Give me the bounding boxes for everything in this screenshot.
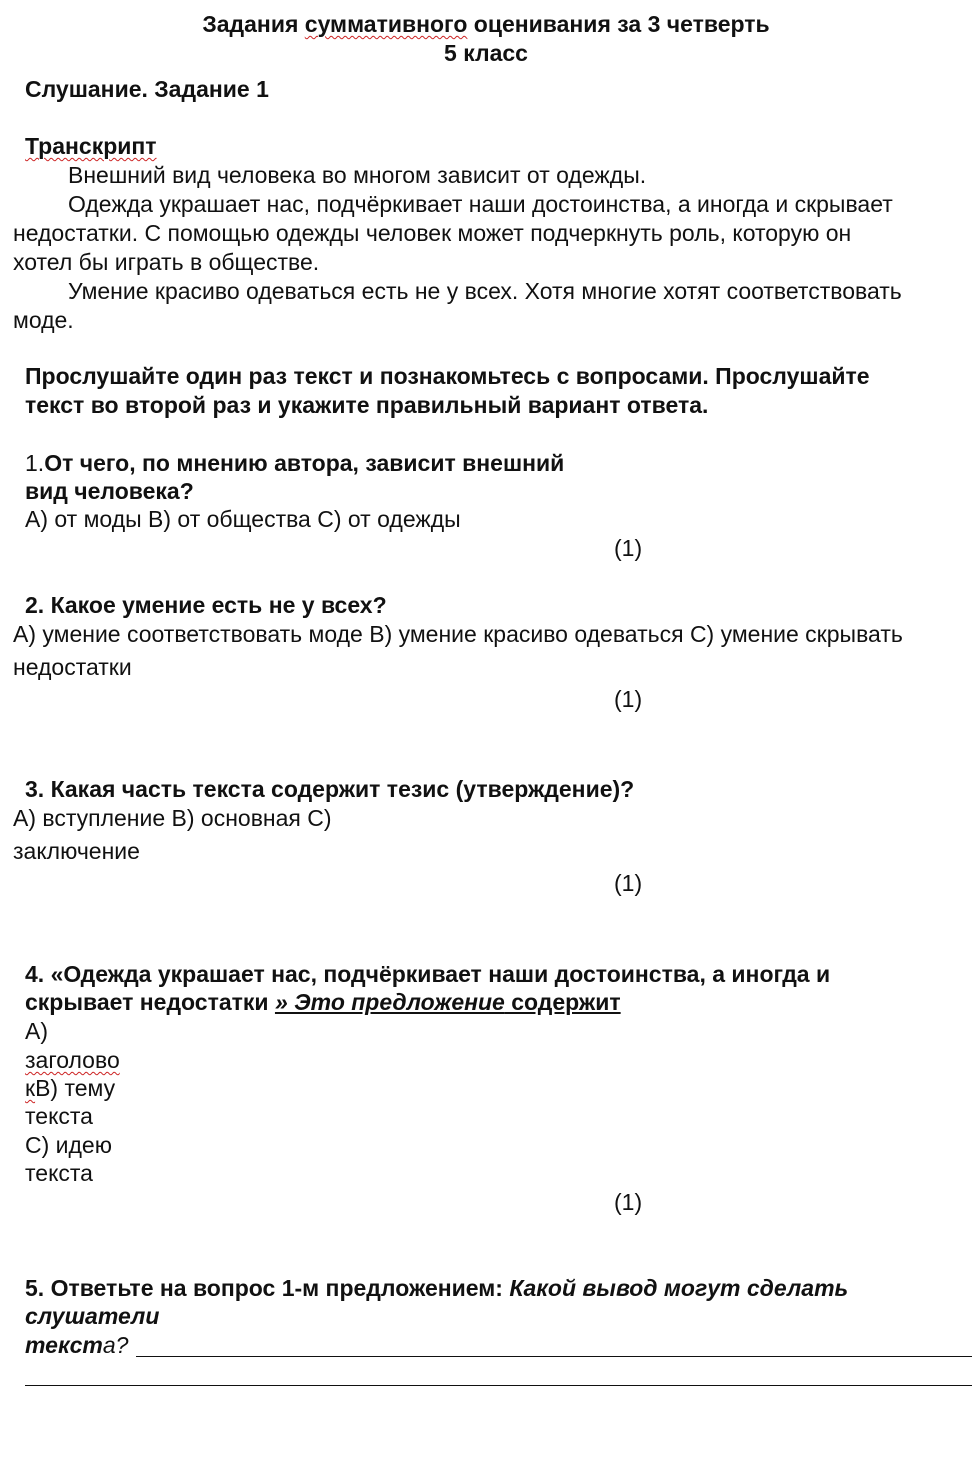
score-label: (1) [614, 686, 643, 712]
answer-options: А) умение соответствовать моде В) умение красиво одеваться С) умение скрывать [13, 621, 903, 647]
answer-option-b: текста [25, 1103, 93, 1129]
score-label: (1) [614, 1189, 643, 1215]
transcript-line: моде. [13, 307, 74, 333]
question-5: 5. Ответьте на вопрос 1-м предложением: Какой вывод могут сделать [25, 1275, 849, 1301]
instruction-line: Прослушайте один раз текст и познакомьтесь с вопросами. Прослушайте [25, 363, 870, 389]
question-text: слушатели [25, 1303, 160, 1329]
answer-option-b: кВ) тему [25, 1075, 116, 1101]
listening-heading: Слушание. Задание 1 [25, 76, 269, 102]
question-number: 1. [25, 450, 45, 476]
score-label: (1) [614, 870, 643, 896]
answer-line [25, 1385, 972, 1386]
question-text: От чего, по мнению автора, зависит внешний [44, 450, 565, 476]
transcript-line: Внешний вид человека во многом зависит от одежды. [68, 162, 647, 188]
question-text: текста? [25, 1332, 129, 1358]
question-text: вид человека? [25, 478, 194, 504]
question-4: 4. «Одежда украшает нас, подчёркивает наши достоинства, а иногда и [25, 961, 831, 987]
transcript-line: хотел бы играть в обществе. [13, 249, 320, 275]
answer-options: А) от моды В) от общества С) от одежды [25, 506, 461, 532]
transcript-line: недостатки. С помощью одежды человек может подчеркнуть роль, которую он [13, 220, 852, 246]
transcript-line: Одежда украшает нас, подчёркивает наши достоинства, а иногда и скрывает [68, 191, 893, 217]
transcript-heading: Транскрипт [25, 133, 157, 159]
answer-option-a: А) [25, 1018, 48, 1044]
question-3: 3. Какая часть текста содержит тезис (утверждение)? [25, 776, 635, 802]
question-text: скрывает недостатки » Это предложение содержит [25, 989, 621, 1015]
answer-options: заключение [13, 838, 140, 864]
answer-option-c: текста [25, 1160, 93, 1186]
answer-option-c: С) идею [25, 1132, 112, 1158]
question-2: 2. Какое умение есть не у всех? [25, 592, 387, 618]
instruction-line: текст во второй раз и укажите правильный вариант ответа. [25, 392, 709, 418]
transcript-line: Умение красиво одеваться есть не у всех. Хотя многие хотят соответствовать [68, 278, 902, 304]
question-1 [25, 449, 564, 477]
answer-options: недостатки [13, 654, 132, 680]
grade-label: 5 класс [444, 40, 528, 66]
answer-options: А) вступление В) основная С) [13, 805, 332, 831]
answer-line [136, 1356, 972, 1357]
score-label: (1) [614, 535, 643, 561]
answer-option-a: заголово [25, 1047, 120, 1073]
page-title: Задания суммативного оценивания за 3 четверть [202, 11, 770, 37]
